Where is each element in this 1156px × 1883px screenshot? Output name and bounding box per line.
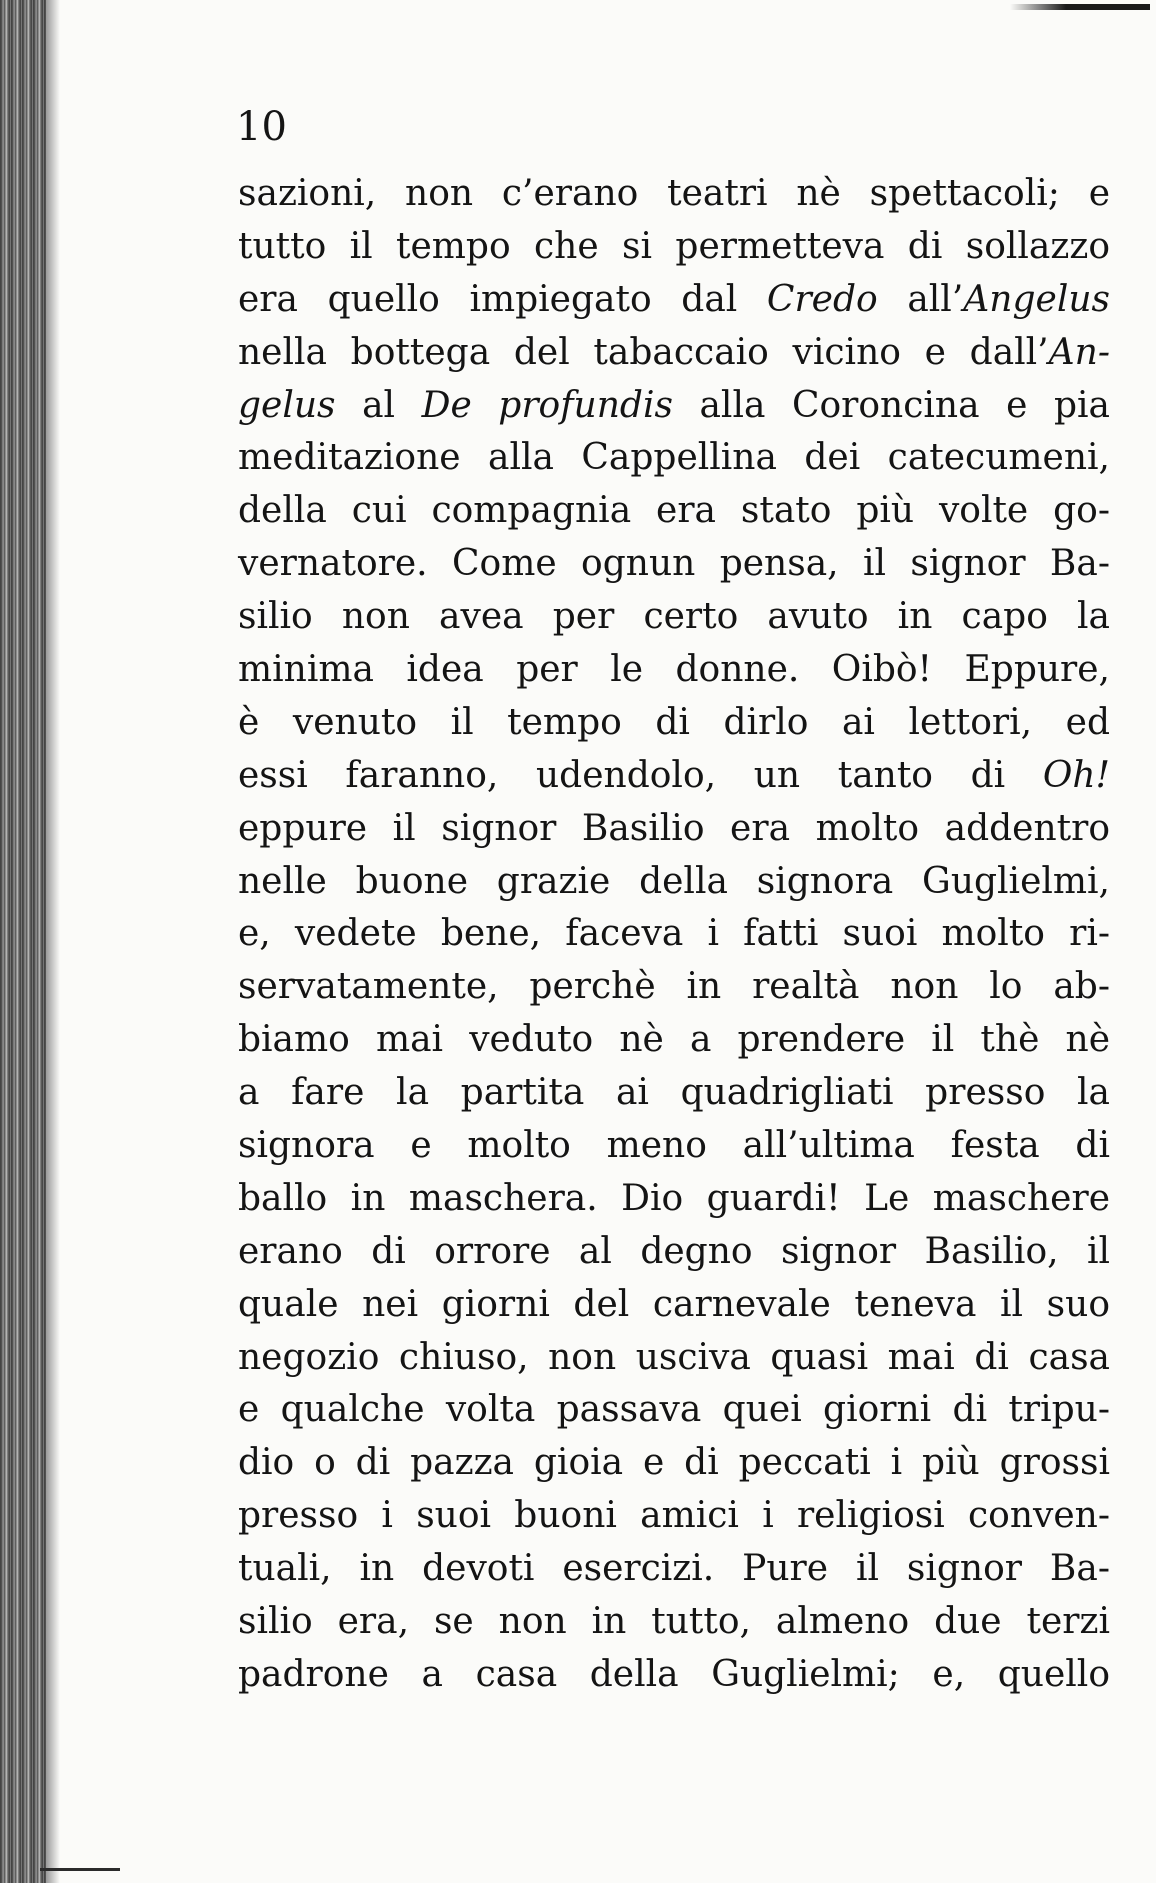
scan-artifact <box>1010 4 1150 10</box>
text-line <box>238 856 1110 909</box>
text-line <box>238 1437 1110 1490</box>
text-line <box>238 327 1110 380</box>
text-line <box>238 538 1110 591</box>
text-line <box>238 1067 1110 1120</box>
body-text <box>238 168 1110 1702</box>
text-segment: nella bottega del tabaccaio vicino e dall’ <box>238 331 1049 373</box>
italic-segment: Oh! <box>1042 754 1110 796</box>
text-line <box>238 1279 1110 1332</box>
text-segment: meditazione alla Cappellina dei catecumeni, <box>238 437 1110 479</box>
text-segment: servatamente, perchè in realtà non lo ab- <box>238 966 1110 1008</box>
text-segment: nelle buone grazie della signora Guglielmi, <box>238 860 1110 902</box>
text-line <box>238 1649 1110 1702</box>
text-segment: sazioni, non c’erano teatri nè spettacoli; e <box>238 173 1110 214</box>
text-segment: negozio chiuso, non usciva quasi mai di casa <box>238 1336 1110 1378</box>
text-line <box>238 908 1110 961</box>
text-segment: biamo mai veduto nè a prendere il thè nè <box>238 1019 1110 1061</box>
italic-segment: De profundis <box>421 384 673 426</box>
text-segment: e, vedete bene, faceva i fatti suoi molto ri- <box>238 913 1110 955</box>
text-line <box>238 591 1110 644</box>
italic-segment: An- <box>1048 331 1110 373</box>
text-line <box>238 168 1110 221</box>
text-segment: era quello impiegato dal <box>238 278 767 320</box>
binding-shadow <box>46 0 60 1883</box>
text-line <box>238 380 1110 433</box>
text-line <box>238 644 1110 697</box>
text-segment: padrone a casa della Guglielmi; e, quello <box>238 1653 1110 1695</box>
text-line <box>238 274 1110 327</box>
text-line <box>238 961 1110 1014</box>
text-segment: eppure il signor Basilio era molto addentro <box>238 807 1110 849</box>
text-line <box>238 485 1110 538</box>
italic-segment: Angelus <box>963 278 1110 320</box>
text-line <box>238 697 1110 750</box>
italic-segment: gelus <box>238 384 336 426</box>
text-segment: all’ <box>877 278 964 320</box>
text-segment: alla Coroncina e pia <box>672 384 1110 426</box>
text-segment: quale nei giorni del carnevale teneva il suo <box>238 1283 1110 1325</box>
text-segment: ballo in maschera. Dio guardi! Le maschere <box>238 1177 1110 1219</box>
text-segment: e qualche volta passava quei giorni di tripu- <box>238 1389 1110 1431</box>
text-line <box>238 1226 1110 1279</box>
text-line <box>238 1120 1110 1173</box>
page-number: 10 <box>236 104 287 150</box>
binding-edge <box>0 0 46 1883</box>
text-segment: tuali, in devoti esercizi. Pure il signor Ba- <box>238 1548 1110 1590</box>
text-segment: al <box>335 384 422 426</box>
text-segment: a fare la partita ai quadrigliati presso la <box>238 1072 1110 1114</box>
text-line <box>238 1543 1110 1596</box>
scan-artifact-bottom <box>40 1868 120 1871</box>
text-segment: minima idea per le donne. Oibò! Eppure, <box>238 649 1110 691</box>
text-line <box>238 1014 1110 1067</box>
italic-segment: Credo <box>766 278 878 320</box>
text-segment: silio era, se non in tutto, almeno due terzi <box>238 1601 1110 1643</box>
text-segment: erano di orrore al degno signor Basilio, il <box>238 1230 1110 1272</box>
text-line <box>238 221 1110 274</box>
text-segment: signora e molto meno all’ultima festa di <box>238 1125 1110 1167</box>
text-segment: è venuto il tempo di dirlo ai lettori, ed <box>238 701 1110 743</box>
text-segment: dio o di pazza gioia e di peccati i più grossi <box>238 1442 1110 1484</box>
text-segment: tutto il tempo che si permetteva di sollazzo <box>238 225 1110 267</box>
text-segment: vernatore. Come ognun pensa, il signor Ba- <box>238 543 1110 585</box>
text-segment: essi faranno, udendolo, un tanto di <box>238 754 1043 796</box>
text-line <box>238 432 1110 485</box>
text-line <box>238 803 1110 856</box>
text-segment: della cui compagnia era stato più volte go- <box>238 490 1110 532</box>
text-segment: silio non avea per certo avuto in capo la <box>238 596 1110 638</box>
text-line <box>238 1332 1110 1385</box>
text-line <box>238 1490 1110 1543</box>
text-line <box>238 750 1110 803</box>
text-line <box>238 1173 1110 1226</box>
text-segment: presso i suoi buoni amici i religiosi conven- <box>238 1495 1110 1537</box>
text-line <box>238 1596 1110 1649</box>
text-line <box>238 1384 1110 1437</box>
